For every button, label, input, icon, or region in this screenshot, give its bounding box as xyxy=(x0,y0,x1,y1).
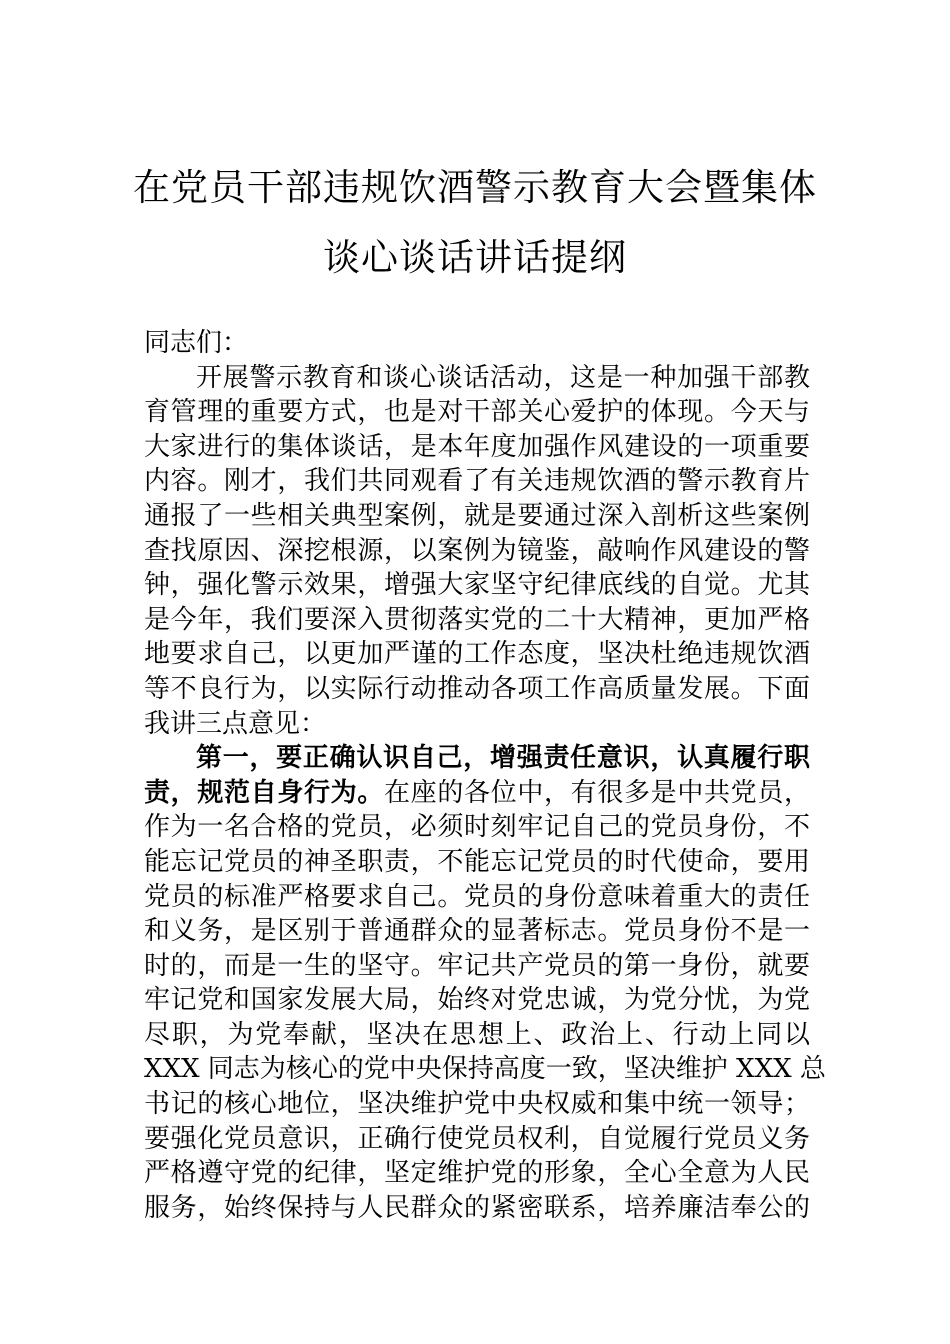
paragraph-2 xyxy=(144,741,826,1225)
paragraph-line: XXX 同志为核心的党中央保持高度一致，坚决维护 XXX 总 xyxy=(144,1054,826,1085)
paragraph-line: 要强化党员意识，正确行使党员权利，自觉履行党员义务 xyxy=(144,1123,810,1154)
paragraph-line: 内容。刚才，我们共同观看了有关违规饮酒的警示教育片 xyxy=(144,466,810,497)
paragraph-heading-tail: 责，规范自身行为。 xyxy=(144,777,384,808)
paragraph-line: 作为一名合格的党员，必须时刻牢记自己的党员身份，不 xyxy=(144,812,810,843)
paragraph-line: 时的，而是一生的坚守。牢记共产党员的第一身份，就要 xyxy=(144,950,810,981)
paragraph-line: 是今年，我们要深入贯彻落实党的二十大精神，更加严格 xyxy=(144,604,810,635)
paragraph-line: 等不良行为，以实际行动推动各项工作高质量发展。下面 xyxy=(144,673,810,704)
paragraph-line: 大家进行的集体谈话，是本年度加强作风建设的一项重要 xyxy=(144,431,810,462)
paragraph-line: 书记的核心地位，坚决维护党中央权威和集中统一领导； xyxy=(144,1089,810,1120)
paragraph-line: 开展警示教育和谈心谈话活动，这是一种加强干部教 xyxy=(196,362,810,393)
document-title-line-1: 在党员干部违规饮酒警示教育大会暨集体 xyxy=(133,166,817,209)
paragraph-1 xyxy=(144,361,810,742)
paragraph-line: 能忘记党员的神圣职责，不能忘记党员的时代使命，要用 xyxy=(144,846,810,877)
paragraph-line: 党员的标准严格要求自己。党员的身份意味着重大的责任 xyxy=(144,881,810,912)
paragraph-line: 我讲三点意见： xyxy=(144,708,327,739)
paragraph-line: 严格遵守党的纪律，坚定维护党的形象，全心全意为人民 xyxy=(144,1158,810,1189)
paragraph-line: 查找原因、深挖根源，以案例为镜鉴，敲响作风建设的警 xyxy=(144,535,810,566)
paragraph-heading-line: 第一，要正确认识自己，增强责任意识，认真履行职 xyxy=(196,743,810,774)
paragraph-line: 和义务，是区别于普通群众的显著标志。党员身份不是一 xyxy=(144,916,810,947)
paragraph-line: 牢记党和国家发展大局，始终对党忠诚，为党分忧，为党 xyxy=(144,985,810,1016)
salutation: 同志们： xyxy=(144,328,249,358)
paragraph-line: 地要求自己，以更加严谨的工作态度，坚决杜绝违规饮酒 xyxy=(144,639,810,670)
paragraph-line xyxy=(144,776,810,811)
paragraph-line: 育管理的重要方式，也是对干部关心爱护的体现。今天与 xyxy=(144,397,810,428)
paragraph-line: 尽职，为党奉献，坚决在思想上、政治上、行动上同以 xyxy=(144,1019,810,1050)
paragraph-line: 服务，始终保持与人民群众的紧密联系，培养廉洁奉公的 xyxy=(144,1192,810,1223)
paragraph-text: 在座的各位中，有很多是中共党员， xyxy=(384,777,810,808)
paragraph-line: 钟，强化警示效果，增强大家坚守纪律底线的自觉。尤其 xyxy=(144,570,810,601)
paragraph-line: 通报了一些相关典型案例，就是要通过深入剖析这些案例 xyxy=(144,500,810,531)
document-title-line-2: 谈心谈话讲话提纲 xyxy=(323,236,627,279)
document-body xyxy=(144,326,826,1225)
